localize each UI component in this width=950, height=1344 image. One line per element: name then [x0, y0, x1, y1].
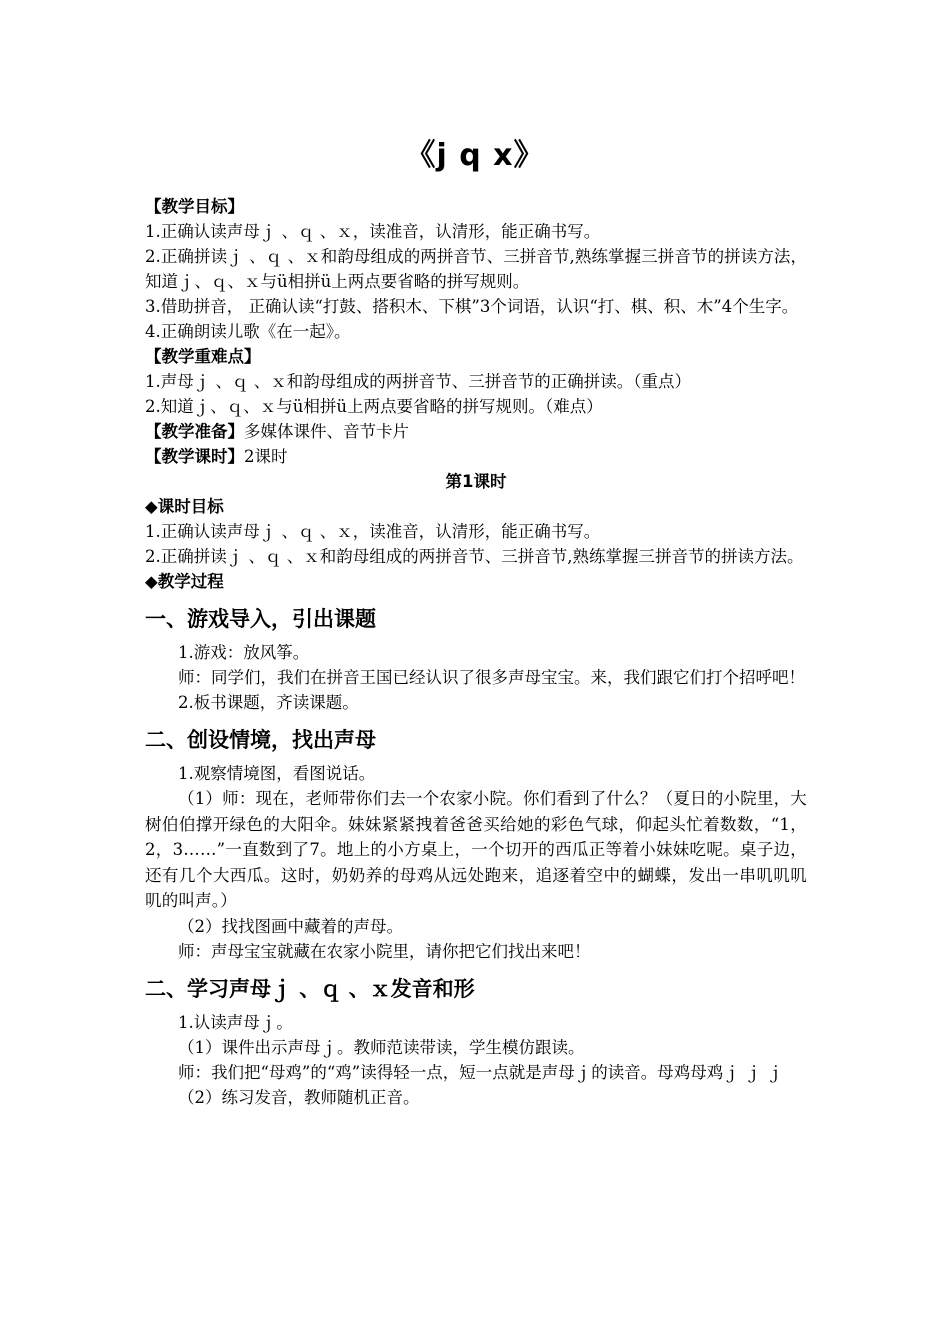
process-heading: ◆教学过程: [145, 572, 224, 591]
class-hours-value: 2课时: [244, 447, 288, 466]
section-heading: 一、游戏导入，引出课题: [145, 607, 376, 631]
section-line: 2.板书课题，齐读课题。: [178, 693, 359, 712]
preparation-value: 多媒体课件、音节卡片: [244, 422, 409, 441]
document-body: [145, 194, 807, 1110]
key-point-item: 2.知道ｊ、ｑ、ｘ与ü相拼ü上两点要省略的拼写规则。（难点）: [145, 397, 603, 416]
objectives-heading: 【教学目标】: [145, 197, 244, 216]
preparation-line: [145, 419, 807, 444]
class-hours-label: 【教学课时】: [145, 447, 244, 466]
section-line: 师：同学们，我们在拼音王国已经认识了很多声母宝宝。来，我们跟它们打个招呼吧！: [178, 668, 805, 687]
lesson-heading: 第1课时: [445, 472, 507, 491]
section-heading: 二、学习声母ｊ 、ｑ 、ｘ发音和形: [145, 976, 475, 1001]
section-line: 1.游戏：放风筝。: [178, 643, 310, 662]
key-points-heading: 【教学重难点】: [145, 347, 261, 366]
key-point-item: 1.声母ｊ 、ｑ 、ｘ和韵母组成的两拼音节、三拼音节的正确拼读。（重点）: [145, 372, 691, 391]
objective-item: 4.正确朗读儿歌《在一起》。: [145, 322, 351, 341]
objective-item: 1.正确认读声母ｊ 、ｑ 、ｘ，读准音，认清形，能正确书写。: [145, 222, 601, 241]
section-line: 1.观察情境图，看图说话。: [178, 764, 376, 783]
objective-item: 3.借助拼音， 正确认读“打鼓、搭积木、下棋”3个词语，认识“打、棋、积、木”4个生字。: [145, 297, 799, 316]
class-hours-line: [145, 444, 807, 469]
lesson-goal-item: 1.正确认读声母ｊ 、ｑ 、ｘ，读准音，认清形，能正确书写。: [145, 522, 601, 541]
section-line: （2）找找图画中藏着的声母。: [178, 916, 403, 936]
objective-item: 2.正确拼读ｊ 、ｑ 、ｘ和韵母组成的两拼音节、三拼音节,熟练掌握三拼音节的拼读方法，知道ｊ、ｑ、ｘ与ü相拼ü上两点要省略的拼写规则。: [145, 247, 807, 291]
preparation-label: 【教学准备】: [145, 422, 244, 441]
lesson-goals-heading: ◆课时目标: [145, 497, 224, 516]
document-title: 《j q x》: [405, 138, 545, 173]
section-line: （1）课件出示声母ｊ。教师范读带读，学生模仿跟读。: [178, 1037, 585, 1057]
lesson-goal-item: 2.正确拼读ｊ 、ｑ 、ｘ和韵母组成的两拼音节、三拼音节,熟练掌握三拼音节的拼读方法。: [145, 547, 804, 566]
section-line: 师：声母宝宝就藏在农家小院里，请你把它们找出来吧！: [178, 941, 591, 961]
section-line: 1.认读声母ｊ。: [178, 1012, 293, 1032]
section-heading: 二、创设情境，找出声母: [145, 728, 376, 752]
section-line: （1）师：现在，老师带你们去一个农家小院。你们看到了什么？（夏日的小院里，大树伯伯撑开绿色的大阳伞。妹妹紧紧拽着爸爸买给她的彩色气球，仰起头忙着数数，“1，2，3……”一直数到了7。地上的小方桌上，一个切开的西瓜正等着小妹妹吃呢。桌子边，还有几个大西瓜。这时，奶奶养的母鸡从远处跑来，追逐着空中的蝴蝶，发出一串叽叽叽叽的叫声。）: [145, 789, 807, 910]
section-line: 师：我们把“母鸡”的“鸡”读得轻一点，短一点就是声母ｊ的读音。母鸡母鸡ｊ ｊ ｊ: [178, 1062, 784, 1082]
section-line: （2）练习发音，教师随机正音。: [178, 1087, 420, 1107]
